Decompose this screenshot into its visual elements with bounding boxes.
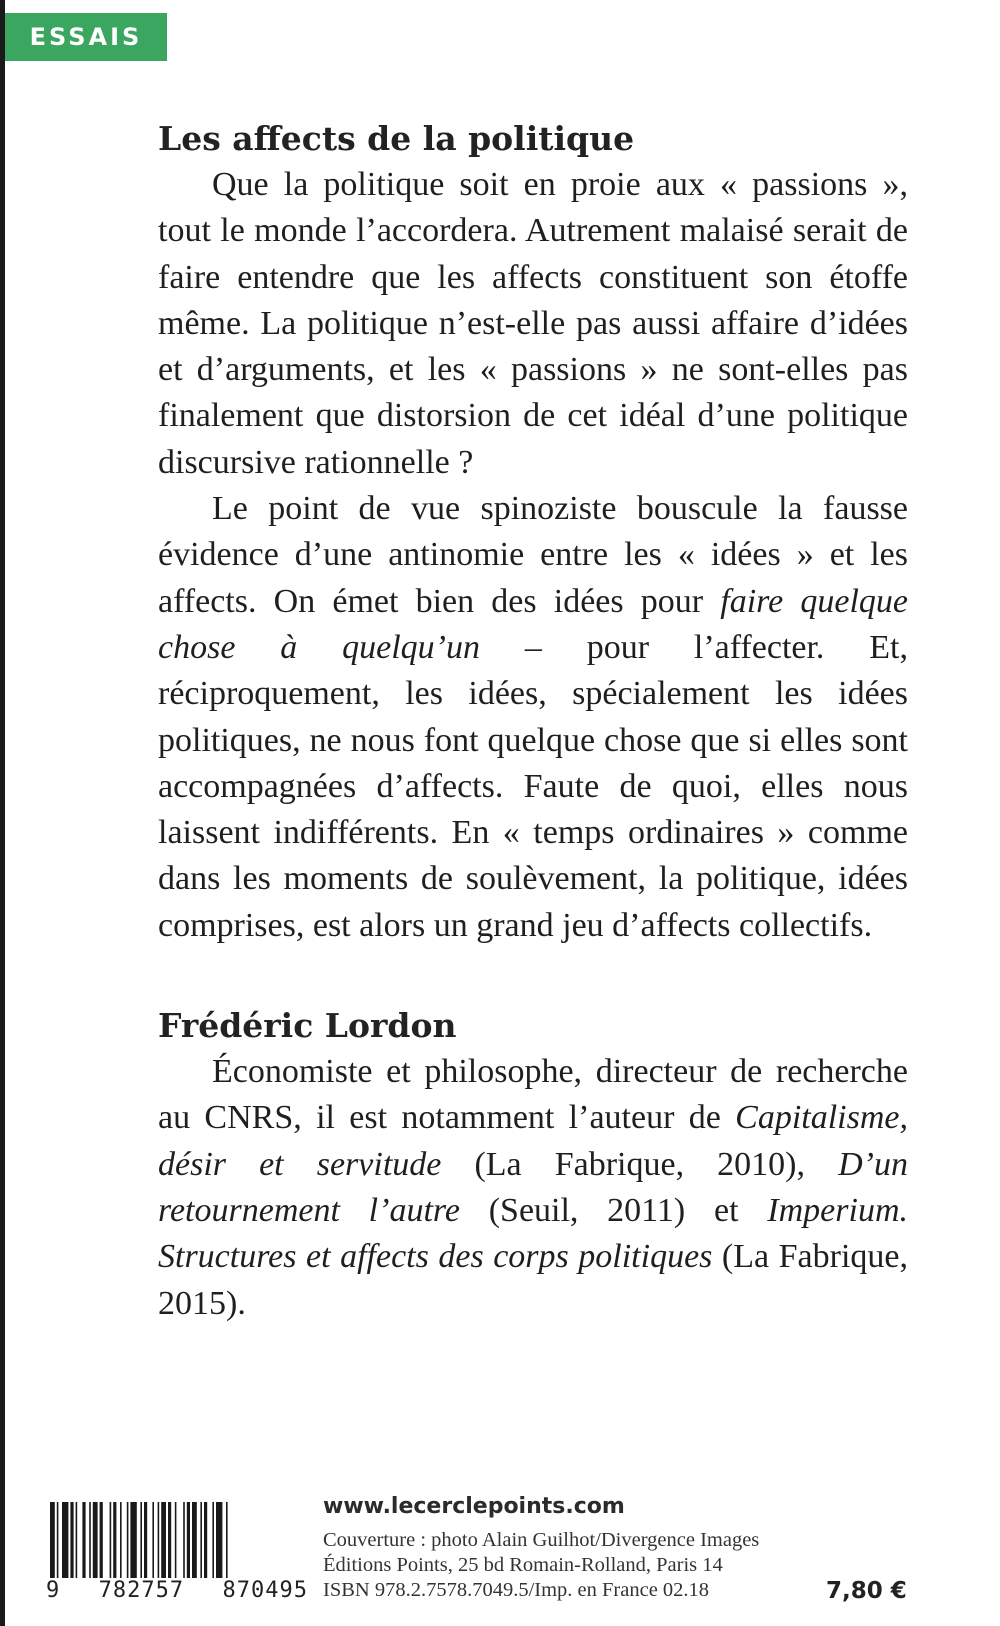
bio-text: (La Fabrique, 2010), [441,1145,839,1183]
summary-text: Le point de vue spinoziste bouscule la fausse évidence d’une antinomie entre les « idées » et les affects. On émet bien des idées pour [158,490,908,620]
barcode-digit-group-1: 782757 [98,1578,185,1603]
barcode-digit-group-2: 870495 [222,1578,308,1603]
barcode-bar [130,1502,136,1578]
barcode-digits [46,1578,308,1603]
isbn-line: ISBN 978.2.7578.7049.5/Imp. en France 02.18 [323,1579,710,1601]
barcode-bars [46,1502,308,1578]
barcode-bar [82,1502,85,1578]
collection-badge: ESSAIS [5,13,167,61]
cover-credit: Couverture : photo Alain Guilhot/Divergence Images [323,1529,760,1551]
barcode-bar [100,1502,103,1578]
publisher-website: www.lecerclepoints.com [323,1494,625,1519]
barcode-bar [183,1502,185,1578]
cover-edge [0,0,5,1626]
barcode-bar [127,1502,129,1578]
barcode-digit-prefix: 9 [46,1578,61,1603]
author-name: Frédéric Lordon [158,1006,457,1046]
barcode-bar [226,1502,228,1578]
barcode-bar [212,1502,214,1578]
summary-italic: faire quelque chose à quelqu’un [158,582,908,666]
barcode-bar [192,1502,197,1578]
barcode-bar [140,1502,142,1578]
barcode-bar [62,1502,68,1578]
barcode-bar [93,1502,98,1578]
book-title: Imperium. Structures et affects des corps politiques [158,1191,908,1276]
bio-text: Économiste et philosophe, directeur de recherche au CNRS, il est notamment l’auteur de [158,1053,908,1137]
barcode-bar [216,1502,222,1578]
barcode-bar [89,1502,91,1578]
barcode-bar [168,1502,171,1578]
barcode-bar [152,1502,154,1578]
barcode-bar [175,1502,177,1578]
price: 7,80 € [826,1578,907,1604]
barcode-bar [113,1502,116,1578]
barcode-bar [144,1502,147,1578]
publisher-address: Éditions Points, 25 bd Romain-Rolland, Paris 14 [323,1554,723,1576]
credits-block [323,1528,759,1603]
barcode-bar [161,1502,166,1578]
bio-text: (La Fabrique, 2015). [158,1238,908,1322]
barcode-bar [158,1502,160,1578]
barcode-bar [50,1502,55,1578]
barcode-bar [70,1502,73,1578]
bio-text: (Seuil, 2011) et [459,1191,768,1229]
book-title: D’un retournement l’autre [158,1145,908,1229]
barcode-bar [200,1502,202,1578]
barcode-bar [187,1502,190,1578]
section-title: Les affects de la politique [158,119,635,158]
barcode-bar [110,1502,112,1578]
book-title: Capitalisme, désir et servitude [158,1099,908,1183]
summary-paragraph-1: Que la politique soit en proie aux « passions », tout le monde l’accordera. Autrement malaisé serait de faire entendre que les affects constituent son étoffe même. La politique n’est-elle pas aussi affaire d’idées et d’arguments, et les « passions » ne sont-elles pas finalement que distorsion de cet idéal d’une politique discursive rationnelle ? [158,166,908,481]
barcode-bar [57,1502,59,1578]
back-cover-text [158,116,908,1327]
author-bio [158,1049,908,1327]
barcode-bar [120,1502,122,1578]
summary-text: – pour l’affecter. Et, réciproquement, les idées, spécialement les idées politiques, ne nous font quelque chose que si elles sont accompagnées d’affects. Faute de quoi, elles nous laissent indifférents. En « temps ordinaires » comme dans les moments de soulèvement, la politique, idées comprises, est alors un grand jeu d’affects collectifs. [158,628,908,944]
summary-paragraph-2 [158,486,908,949]
barcode-bar [204,1502,207,1578]
barcode-bar [76,1502,78,1578]
